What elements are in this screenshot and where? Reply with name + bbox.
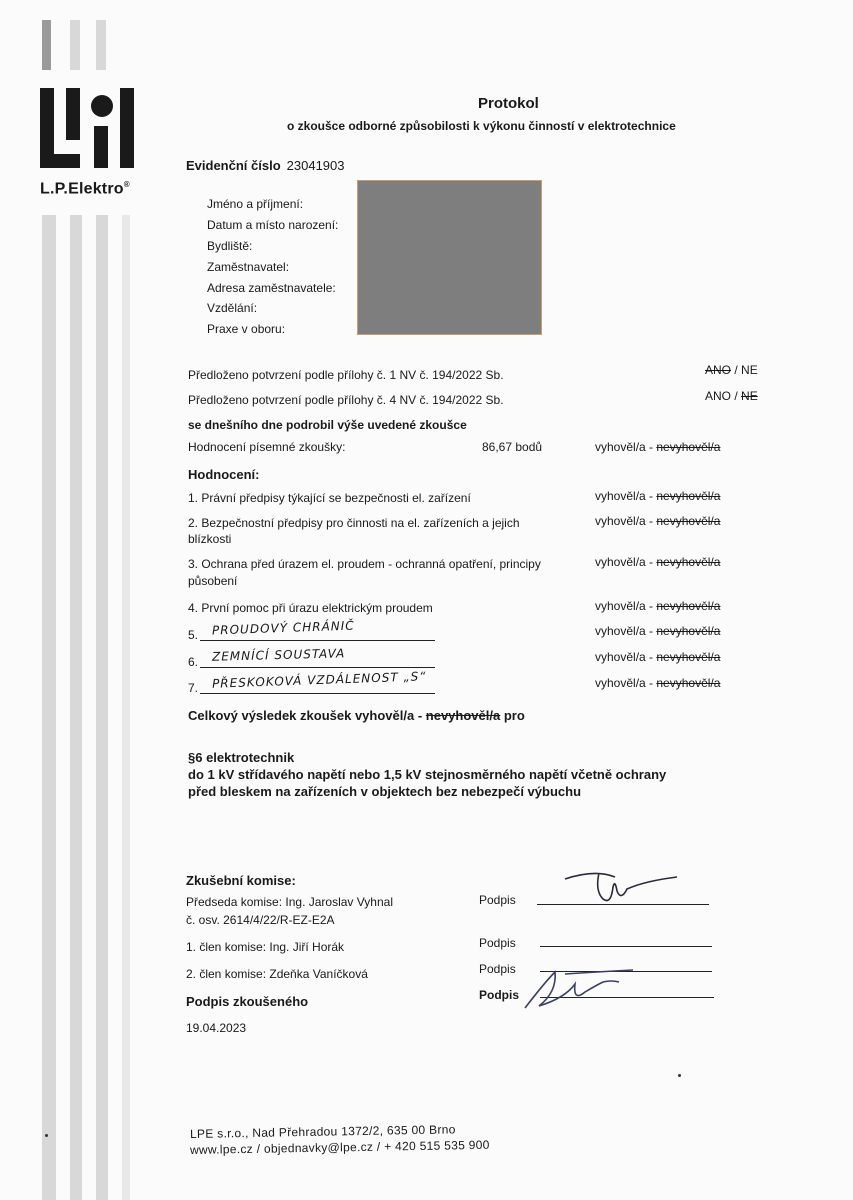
logo-brand-text: L.P.Elektro® [40, 180, 130, 198]
hand-item-6-text: ZEMNÍCÍ SOUSTAVA [211, 646, 346, 664]
redaction-box [357, 180, 542, 335]
stripe-side-4 [122, 215, 130, 1200]
chair-signature [555, 865, 685, 910]
hand-item-5-result: vyhověl/a - nevyhověl/a [595, 624, 721, 638]
qualification-line-2: do 1 kV střídavého napětí nebo 1,5 kV stejnosměrného napětí včetně ochrany [188, 767, 667, 782]
attachment-1-answer: ANO / NE [705, 363, 758, 377]
sign-line-member-1 [540, 946, 712, 947]
commission-heading: Zkušební komise: [186, 873, 296, 888]
hand-item-5-line [200, 640, 435, 641]
evaluation-item-2: 2. Bezpečnostní předpisy pro činnosti na el. zařízeních a jejich [188, 516, 520, 530]
field-education: Vzdělání: [207, 301, 258, 315]
hand-item-6-result: vyhověl/a - nevyhověl/a [595, 650, 721, 664]
evaluation-item-4-result: vyhověl/a - nevyhověl/a [595, 599, 721, 613]
written-exam-label: Hodnocení písemné zkoušky: [188, 440, 346, 454]
evidence-number: Evidenční číslo 23041903 [186, 158, 345, 173]
speck [45, 1134, 48, 1137]
commission-chair: Předseda komise: Ing. Jaroslav Vyhnal [186, 895, 393, 909]
hand-item-6-num: 6. [188, 655, 199, 669]
page-subtitle: o zkoušce odborné způsobilosti k výkonu činností v elektrotechnice [287, 119, 676, 133]
evaluation-item-1-result: vyhověl/a - nevyhověl/a [595, 489, 721, 503]
evaluation-item-1: 1. Právní předpisy týkající se bezpečnosti el. zařízení [188, 491, 471, 505]
written-exam-result: vyhověl/a - nevyhověl/a [595, 440, 721, 454]
attachment-2-text: Předloženo potvrzení podle přílohy č. 4 NV č. 194/2022 Sb. [188, 393, 504, 407]
written-exam-points: 86,67 bodů [482, 440, 543, 454]
field-employer: Zaměstnavatel: [207, 260, 290, 274]
examinee-signature [515, 962, 665, 1017]
field-birth: Datum a místo narození: [207, 218, 339, 232]
commission-member-2: 2. člen komise: Zdeňka Vaníčková [186, 967, 368, 981]
hand-item-5-text: PROUDOVÝ CHRÁNIČ [211, 618, 355, 638]
examinee-signature-label: Podpis zkoušeného [186, 994, 309, 1009]
evaluation-item-3: 3. Ochrana před úrazem el. proudem - ochranná opatření, principy [188, 557, 541, 571]
field-residence: Bydliště: [207, 239, 253, 253]
footer-address: LPE s.r.o., Nad Přehradou 1372/2, 635 00 Brno [189, 1122, 456, 1141]
hand-item-7-num: 7. [188, 681, 199, 695]
qualification-line-1: §6 elektrotechnik [188, 750, 295, 765]
attachment-1-text: Předloženo potvrzení podle přílohy č. 1 NV č. 194/2022 Sb. [188, 368, 504, 382]
commission-member-1: 1. člen komise: Ing. Jiří Horák [186, 940, 345, 954]
stripe-top-1 [42, 20, 51, 70]
exam-intro: se dnešního dne podrobil výše uvedené zkoušce [188, 418, 467, 432]
sign-label-member-1: Podpis [479, 936, 516, 950]
attachment-2-answer: ANO / NE [705, 389, 758, 403]
protocol-date: 19.04.2023 [186, 1021, 247, 1035]
field-name: Jméno a příjmení: [207, 197, 304, 211]
hand-item-5-num: 5. [188, 628, 199, 642]
evaluation-heading: Hodnocení: [188, 467, 260, 482]
sign-label-member-2: Podpis [479, 962, 516, 976]
field-employer-address: Adresa zaměstnavatele: [207, 281, 336, 295]
page-title: Protokol [478, 95, 539, 112]
stripe-top-3 [96, 20, 106, 70]
evaluation-item-2-result: vyhověl/a - nevyhověl/a [595, 514, 721, 528]
footer-contact: www.lpe.cz / objednavky@lpe.cz / + 420 515 535 900 [189, 1137, 490, 1157]
sign-label-chair: Podpis [479, 893, 516, 907]
lp-elektro-logo [38, 88, 148, 173]
evaluation-item-2-cont: blízkosti [188, 532, 232, 546]
commission-chair-id: č. osv. 2614/4/22/R-EZ-E2A [186, 913, 335, 927]
field-practice: Praxe v oboru: [207, 322, 286, 336]
hand-item-7-text: PŘESKOKOVÁ VZDÁLENOST „S“ [211, 669, 427, 691]
speck [678, 1074, 681, 1077]
qualification-line-3: před bleskem na zařízeních v objektech bez nebezpečí výbuchu [188, 784, 582, 799]
evaluation-item-3-cont: působení [188, 574, 238, 588]
stripe-side-2 [70, 215, 82, 1200]
hand-item-7-line [200, 693, 435, 694]
overall-result: Celkový výsledek zkoušek vyhověl/a - nevyhověl/a pro [188, 708, 525, 723]
evaluation-item-4: 4. První pomoc při úrazu elektrickým proudem [188, 601, 433, 615]
hand-item-6-line [200, 667, 435, 668]
evaluation-item-3-result: vyhověl/a - nevyhověl/a [595, 555, 721, 569]
hand-item-7-result: vyhověl/a - nevyhověl/a [595, 676, 721, 690]
sign-label-examinee: Podpis [479, 988, 520, 1002]
stripe-top-2 [70, 20, 80, 70]
stripe-side-3 [96, 215, 108, 1200]
stripe-side-1 [42, 215, 56, 1200]
